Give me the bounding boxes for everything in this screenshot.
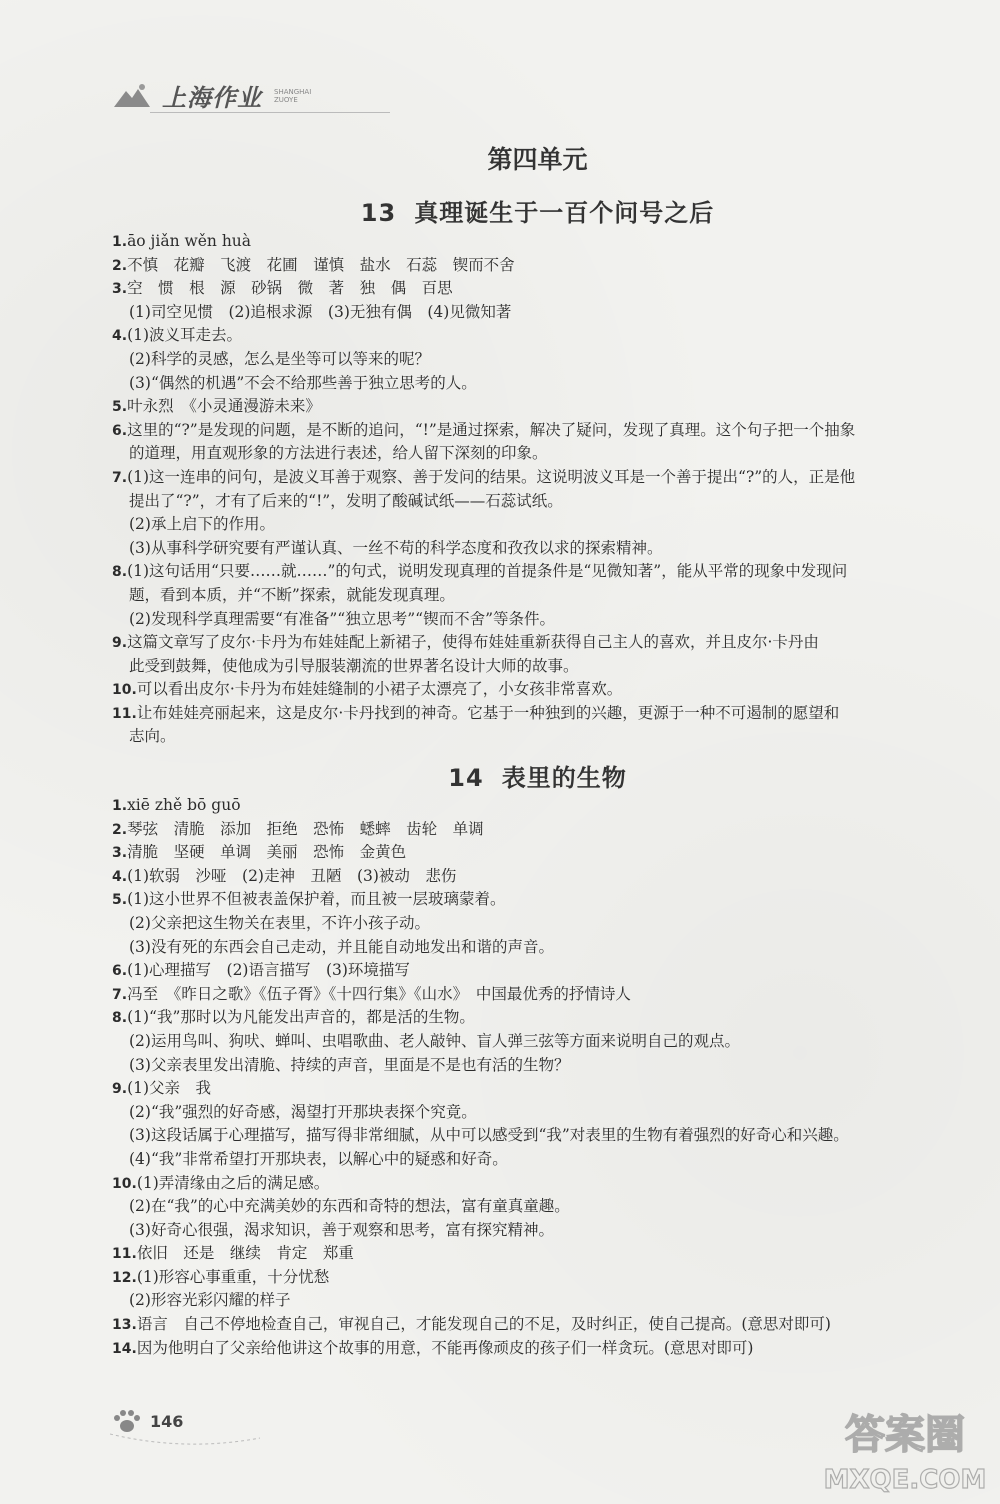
question-number: 1. — [112, 234, 128, 250]
answer-text: 这篇文章写了皮尔·卡丹为布娃娃配上新裙子，使得布娃娃重新获得自己主人的喜欢，并且皮尔·卡丹由 — [127, 633, 819, 652]
question-number: 13. — [112, 1317, 137, 1334]
question-number: 10. — [112, 682, 137, 699]
answer-line — [112, 254, 972, 278]
lesson-13-title — [0, 193, 1000, 228]
answer-text: (1)形容心事重重，十分忧愁 — [136, 1267, 330, 1286]
answer-line — [112, 655, 972, 679]
answer-line — [112, 608, 972, 632]
answer-line — [112, 1219, 972, 1243]
answer-line — [112, 230, 972, 254]
question-number: 2. — [112, 257, 128, 274]
answer-text: (1)司空见惯 (2)追根求源 (3)无独有偶 (4)见微知著 — [129, 302, 512, 321]
answer-text: 不慎 花瓣 飞渡 花圃 谨慎 盐水 石蕊 锲而不舍 — [127, 255, 515, 274]
header-divider — [150, 112, 390, 113]
answer-text: 琴弦 清脆 添加 拒绝 恐怖 蟋蟀 齿轮 单调 — [127, 819, 484, 838]
answer-line — [112, 466, 972, 490]
answer-text: 冯至 《昨日之歌》《伍子胥》《十四行集》《山水》 中国最优秀的抒情诗人 — [127, 984, 631, 1003]
answer-text: (1)这句话用“只要……就……”的句式，说明发现真理的首提条件是“见微知著”，能从平常的现象中发现问 — [127, 562, 848, 581]
answer-line — [112, 1337, 972, 1361]
answer-text: (2)运用鸟叫、狗吠、蝉叫、虫唱歌曲、老人敲钟、盲人弹三弦等方面来说明自己的观点。 — [129, 1031, 740, 1050]
question-number: 8. — [112, 1010, 128, 1027]
answer-text: 此受到鼓舞，使他成为引导服装潮流的世界著名设计大师的故事。 — [129, 656, 579, 675]
lesson-number: 14 — [448, 764, 484, 792]
brand-subtitle-line-1: SHANGHAI — [274, 87, 312, 96]
watermark-top-text: 答案圈 — [845, 1412, 965, 1458]
brand-title: 上海作业 — [162, 83, 262, 112]
answer-text: (1)波义耳走去。 — [127, 326, 243, 345]
answer-text: 提出了“?”，才有了后来的“!”，发明了酸碱试纸——石蕊试纸。 — [129, 491, 563, 510]
answer-text: (1)这小世界不但被表盖保护着，而且被一层玻璃蒙着。 — [127, 890, 506, 909]
answer-line — [112, 702, 972, 726]
page-number: 146 — [150, 1411, 184, 1431]
answer-text: 依旧 还是 继续 肯定 郑重 — [136, 1244, 354, 1263]
question-number: 11. — [112, 1246, 137, 1263]
answer-text: (3)从事科学研究要有严谨认真、一丝不苟的科学态度和孜孜以求的探索精神。 — [129, 538, 663, 557]
answer-line — [112, 372, 972, 396]
answer-text: (1)这一连串的问句，是波义耳善于观察、善于发问的结果。这说明波义耳是一个善于提出“?”的人，正是他 — [127, 467, 856, 486]
lesson-13-answers — [112, 230, 972, 749]
answer-text: (2)父亲把这生物关在表里，不许小孩子动。 — [129, 913, 430, 932]
question-number: 7. — [112, 469, 128, 486]
lesson-number: 13 — [360, 199, 397, 227]
answer-line — [112, 1030, 972, 1054]
answer-line — [112, 560, 972, 584]
page-header — [112, 78, 311, 113]
answer-line — [112, 631, 972, 655]
answer-text: 志向。 — [129, 727, 176, 746]
answer-line — [112, 584, 972, 608]
answer-text: (3)父亲表里发出清脆、持续的声音，里面是不是也有活的生物？ — [129, 1055, 570, 1074]
answer-text: (3)这段话属于心理描写，描写得非常细腻，从中可以感受到“我”对表里的生物有着强烈的好奇心和兴趣。 — [129, 1126, 849, 1145]
answer-text: (2)“我”强烈的好奇感，渴望打开那块表探个究竟。 — [129, 1102, 477, 1121]
answer-line — [112, 865, 972, 889]
answer-text: 题，看到本质，并“不断”探索，就能发现真理。 — [129, 585, 455, 604]
answer-text: 空 惯 根 源 砂锅 微 著 独 偶 百思 — [127, 279, 453, 298]
answer-text: 可以看出皮尔·卡丹为布娃娃缝制的小裙子太漂亮了，小女孩非常喜欢。 — [136, 680, 623, 699]
question-number: 12. — [112, 1269, 137, 1286]
answer-line — [112, 1195, 972, 1219]
answer-text: (2)形容光彩闪耀的样子 — [129, 1291, 291, 1310]
question-number: 5. — [112, 399, 128, 416]
mountain-logo-icon — [112, 81, 152, 111]
answer-text: (2)在“我”的心中充满美妙的东西和奇特的想法，富有童真童趣。 — [129, 1197, 570, 1216]
answer-line — [112, 794, 972, 818]
question-number: 8. — [112, 564, 128, 581]
answer-line — [112, 888, 972, 912]
answer-text: 让布娃娃亮丽起来，这是皮尔·卡丹找到的神奇。它基于一种独到的兴趣，更源于一种不可遏制的愿望和 — [136, 703, 840, 722]
lesson-14-title — [0, 758, 1000, 793]
answer-line — [112, 1266, 972, 1290]
question-number: 5. — [112, 892, 128, 909]
watermark-bottom-text: MXQE.COM — [823, 1465, 987, 1495]
answer-line — [112, 841, 972, 865]
question-number: 3. — [112, 281, 128, 298]
answer-line — [112, 348, 972, 372]
answer-line — [112, 1101, 972, 1125]
answer-line — [112, 1148, 972, 1172]
answer-text: (1)软弱 沙哑 (2)走神 丑陋 (3)被动 悲伤 — [127, 866, 457, 885]
answer-line — [112, 1313, 972, 1337]
answer-line — [112, 1124, 972, 1148]
question-number: 11. — [112, 705, 137, 722]
lesson-title-text: 表里的生物 — [501, 764, 627, 792]
lesson-14-answers — [112, 794, 972, 1360]
footer-decoration — [110, 1430, 260, 1450]
brand-subtitle-line-2: ZUOYE — [274, 95, 298, 104]
question-number: 9. — [112, 635, 128, 652]
answer-line — [112, 912, 972, 936]
answer-text: 清脆 坚硬 单调 美丽 恐怖 金黄色 — [127, 843, 407, 862]
answer-line — [112, 490, 972, 514]
answer-text: (1)弄清缘由之后的满足感。 — [136, 1173, 330, 1192]
answer-text: 叶永烈 《小灵通漫游未来》 — [127, 397, 321, 416]
question-number: 4. — [112, 868, 128, 885]
question-number: 1. — [112, 798, 128, 814]
answer-text: (1)父亲 我 — [127, 1079, 212, 1098]
answer-text: xiē zhě bō guō — [127, 796, 241, 814]
answer-text: (3)没有死的东西会自己走动，并且能自动地发出和谐的声音。 — [129, 937, 554, 956]
answer-line — [112, 395, 972, 419]
lesson-title-text: 真理诞生于一百个问号之后 — [414, 199, 715, 227]
question-number: 3. — [112, 845, 128, 862]
answer-line — [112, 1006, 972, 1030]
unit-title: 第四单元 — [487, 145, 588, 174]
answer-text: (1)心理描写 (2)语言描写 (3)环境描写 — [127, 961, 410, 980]
answer-line — [112, 419, 972, 443]
answer-line — [112, 1077, 972, 1101]
answer-line — [112, 537, 972, 561]
question-number: 6. — [112, 963, 128, 980]
answer-line — [112, 1289, 972, 1313]
question-number: 6. — [112, 422, 128, 439]
answer-text: (2)科学的灵感，怎么是坐等可以等来的呢？ — [129, 349, 430, 368]
question-number: 2. — [112, 821, 128, 838]
answer-line — [112, 936, 972, 960]
question-number: 7. — [112, 986, 128, 1003]
question-number: 10. — [112, 1175, 137, 1192]
answer-line — [112, 442, 972, 466]
answer-text: āo jiǎn wěn huà — [127, 232, 252, 250]
answer-text: (3)好奇心很强，渴求知识，善于观察和思考，富有探究精神。 — [129, 1220, 554, 1239]
answer-line — [112, 513, 972, 537]
answer-text: 因为他明白了父亲给他讲这个故事的用意，不能再像顽皮的孩子们一样贪玩。(意思对即可) — [136, 1338, 754, 1357]
question-number: 14. — [112, 1340, 137, 1357]
answer-text: (3)“偶然的机遇”不会不给那些善于独立思考的人。 — [129, 373, 477, 392]
question-number: 4. — [112, 328, 128, 345]
answer-text: 这里的“?”是发现的问题，是不断的追问，“!”是通过探索，解决了疑问，发现了真理。这个句子把一个抽象 — [127, 420, 856, 439]
brand-subtitle — [274, 88, 311, 104]
watermark-logo — [820, 1400, 990, 1500]
answer-text: 的道理，用直观形象的方法进行表述，给人留下深刻的印象。 — [129, 444, 548, 463]
question-number: 9. — [112, 1081, 128, 1098]
answer-line — [112, 1242, 972, 1266]
answer-line — [112, 725, 972, 749]
answer-line — [112, 301, 972, 325]
answer-text: (2)承上启下的作用。 — [129, 515, 275, 534]
answer-line — [112, 983, 972, 1007]
answer-line — [112, 818, 972, 842]
answer-text: (1)“我”那时以为凡能发出声音的，都是活的生物。 — [127, 1008, 475, 1027]
answer-text: (4)“我”非常希望打开那块表，以解心中的疑惑和好奇。 — [129, 1149, 508, 1168]
answer-line — [112, 959, 972, 983]
answer-line — [112, 324, 972, 348]
answer-line — [112, 1172, 972, 1196]
answer-text: (2)发现科学真理需要“有准备”“独立思考”“锲而不舍”等条件。 — [129, 609, 556, 628]
answer-line — [112, 678, 972, 702]
answer-line — [112, 277, 972, 301]
answer-text: 语言 自己不停地检查自己，审视自己，才能发现自己的不足，及时纠正，使自己提高。(意思对即可) — [136, 1315, 831, 1334]
answer-line — [112, 1054, 972, 1078]
